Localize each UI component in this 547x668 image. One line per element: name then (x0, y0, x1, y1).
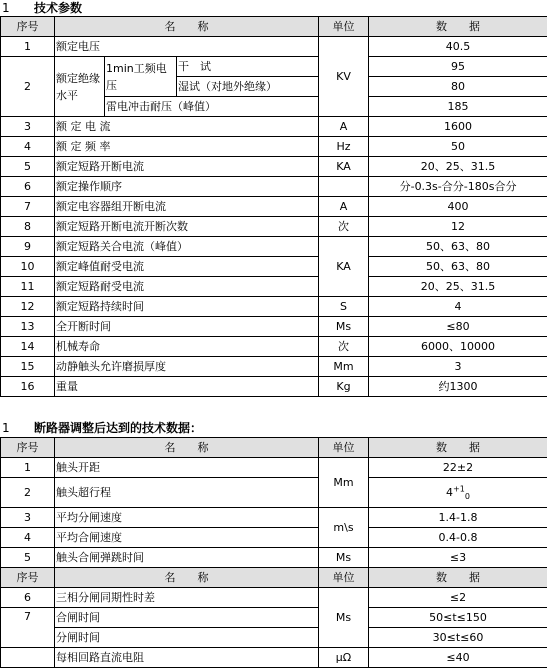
table-row (1, 548, 547, 568)
technical-parameters-table (0, 16, 547, 397)
row-unit: 次 (319, 217, 369, 237)
row-value: 约1300 (369, 377, 547, 397)
row-name: 额定短路开断电流 (55, 157, 319, 177)
table-row (1, 237, 547, 257)
table-row (1, 297, 547, 317)
value-superscript: +1 (453, 484, 465, 494)
row-value: 50、63、80 (369, 257, 547, 277)
row-value: 分-0.3s-合分-180s合分 (369, 177, 547, 197)
row-seq: 3 (1, 117, 55, 137)
row-unit: A (319, 197, 369, 217)
row-name: 额定峰值耐受电流 (55, 257, 319, 277)
row-name: 额定短路关合电流（峰值） (55, 237, 319, 257)
row-unit: S (319, 297, 369, 317)
table-row (1, 478, 547, 508)
header-name: 名 称 (55, 438, 319, 458)
row-unit: Hz (319, 137, 369, 157)
row-name: 触头开距 (55, 458, 319, 478)
section-number: 1 (2, 421, 10, 435)
row-name: 额定短路开断电流开断次数 (55, 217, 319, 237)
row-seq: 15 (1, 357, 55, 377)
table-row (1, 458, 547, 478)
row-seq: 14 (1, 337, 55, 357)
row-value: ≤80 (369, 317, 547, 337)
table-row (1, 257, 547, 277)
row-unit: Ms (319, 317, 369, 337)
row-name: 三相分闸同期性时差 (55, 588, 319, 608)
row-name: 触头合闸弹跳时间 (55, 548, 319, 568)
row-value: 30≤t≤60 (369, 628, 547, 648)
table-row (1, 357, 547, 377)
row-value: 40.5 (369, 37, 547, 57)
row-unit: μΩ (319, 648, 369, 668)
row-unit: m\s (319, 508, 369, 548)
header-seq: 序号 (1, 438, 55, 458)
section-title: 断路器调整后达到的技术数据： (34, 421, 203, 435)
table-row (1, 57, 547, 77)
row-name: 合闸时间 (55, 608, 319, 628)
row-value: 1600 (369, 117, 547, 137)
row-value: 400 (369, 197, 547, 217)
row-value: 12 (369, 217, 547, 237)
row-name: 全开断时间 (55, 317, 319, 337)
table-row (1, 508, 547, 528)
row-seq: 3 (1, 508, 55, 528)
table-row (1, 177, 547, 197)
row-seq-empty (1, 648, 55, 668)
row-value: 95 (369, 57, 547, 77)
header-data: 数 据 (369, 568, 547, 588)
row-seq: 1 (1, 458, 55, 478)
row-value: ≤2 (369, 588, 547, 608)
row-seq: 8 (1, 217, 55, 237)
row-unit: Mm (319, 357, 369, 377)
table-row (1, 137, 547, 157)
row-value (369, 478, 547, 508)
header-data: 数 据 (369, 438, 547, 458)
row-name: 额定电压 (55, 37, 319, 57)
header-name: 名 称 (55, 17, 319, 37)
row-seq: 4 (1, 528, 55, 548)
adjustment-data-table (0, 437, 547, 668)
header-name: 名 称 (55, 568, 319, 588)
row-seq: 7 (1, 197, 55, 217)
row-value: 185 (369, 97, 547, 117)
row-unit (319, 177, 369, 197)
table-row (1, 217, 547, 237)
row-unit: Ms (319, 588, 369, 648)
section-number: 1 (2, 1, 10, 15)
row-seq: 9 (1, 237, 55, 257)
row-seq: 10 (1, 257, 55, 277)
row-name: 额定电容器组开断电流 (55, 197, 319, 217)
row-unit: KA (319, 157, 369, 177)
row-name: 额定绝缘水平 (55, 57, 105, 117)
row-unit: Kg (319, 377, 369, 397)
row-seq: 2 (1, 57, 55, 117)
row-seq: 13 (1, 317, 55, 337)
table-row (1, 117, 547, 137)
table-row (1, 317, 547, 337)
row-seq: 2 (1, 478, 55, 508)
row-value: 80 (369, 77, 547, 97)
table-row (1, 277, 547, 297)
row-name: 额定短路持续时间 (55, 297, 319, 317)
row-seq: 11 (1, 277, 55, 297)
table-row (1, 197, 547, 217)
row-subname: 雷电冲击耐压（峰值） (105, 97, 319, 117)
row-name: 额 定 电 流 (55, 117, 319, 137)
row-subname: 湿试（对地外绝缘） (177, 77, 319, 97)
row-seq: 5 (1, 157, 55, 177)
header-seq: 序号 (1, 568, 55, 588)
table-row (1, 588, 547, 608)
row-value: ≤3 (369, 548, 547, 568)
row-seq: 5 (1, 548, 55, 568)
table-row (1, 37, 547, 57)
row-name: 额 定 频 率 (55, 137, 319, 157)
value-base: 4 (446, 485, 454, 499)
table-header-row (1, 17, 547, 37)
row-value: 20、25、31.5 (369, 157, 547, 177)
row-seq: 4 (1, 137, 55, 157)
row-name: 每相回路直流电阻 (55, 648, 319, 668)
row-value: 0.4-0.8 (369, 528, 547, 548)
row-unit: 次 (319, 337, 369, 357)
row-seq: 6 (1, 177, 55, 197)
value-subscript: 0 (464, 492, 470, 502)
row-value: 1.4-1.8 (369, 508, 547, 528)
row-value: 50、63、80 (369, 237, 547, 257)
row-unit: KA (319, 237, 369, 297)
table-row (1, 337, 547, 357)
table-header-row (1, 438, 547, 458)
row-unit: Ms (319, 548, 369, 568)
table-row (1, 157, 547, 177)
table-row (1, 528, 547, 548)
table-row (1, 608, 547, 628)
row-seq: 6 (1, 588, 55, 608)
row-name: 额定短路耐受电流 (55, 277, 319, 297)
row-name: 重量 (55, 377, 319, 397)
row-value: 3 (369, 357, 547, 377)
row-unit: A (319, 117, 369, 137)
row-unit: Mm (319, 458, 369, 508)
header-unit: 单位 (319, 568, 369, 588)
header-seq: 序号 (1, 17, 55, 37)
row-value: 22±2 (369, 458, 547, 478)
row-value: 6000、10000 (369, 337, 547, 357)
row-seq: 16 (1, 377, 55, 397)
row-seq: 1 (1, 37, 55, 57)
row-value: 20、25、31.5 (369, 277, 547, 297)
header-unit: 单位 (319, 17, 369, 37)
section-title: 技术参数 (34, 1, 83, 15)
row-name: 分闸时间 (55, 628, 319, 648)
row-value: 4 (369, 297, 547, 317)
table-header-row (1, 568, 547, 588)
row-name: 平均分闸速度 (55, 508, 319, 528)
row-seq: 12 (1, 297, 55, 317)
row-seq: 7 (1, 608, 55, 648)
header-data: 数 据 (369, 17, 547, 37)
row-value: 50≤t≤150 (369, 608, 547, 628)
row-value: ≤40 (369, 648, 547, 668)
header-unit: 单位 (319, 438, 369, 458)
row-name: 机械寿命 (55, 337, 319, 357)
table-row (1, 628, 547, 648)
row-unit: KV (319, 37, 369, 117)
row-name: 额定操作顺序 (55, 177, 319, 197)
row-subname: 1min工频电压 (105, 57, 177, 97)
row-subname: 干 试 (177, 57, 319, 77)
table-row (1, 648, 547, 668)
row-name: 触头超行程 (55, 478, 319, 508)
row-name: 平均合闸速度 (55, 528, 319, 548)
row-value: 50 (369, 137, 547, 157)
row-name: 动静触头允许磨损厚度 (55, 357, 319, 377)
table-row (1, 377, 547, 397)
